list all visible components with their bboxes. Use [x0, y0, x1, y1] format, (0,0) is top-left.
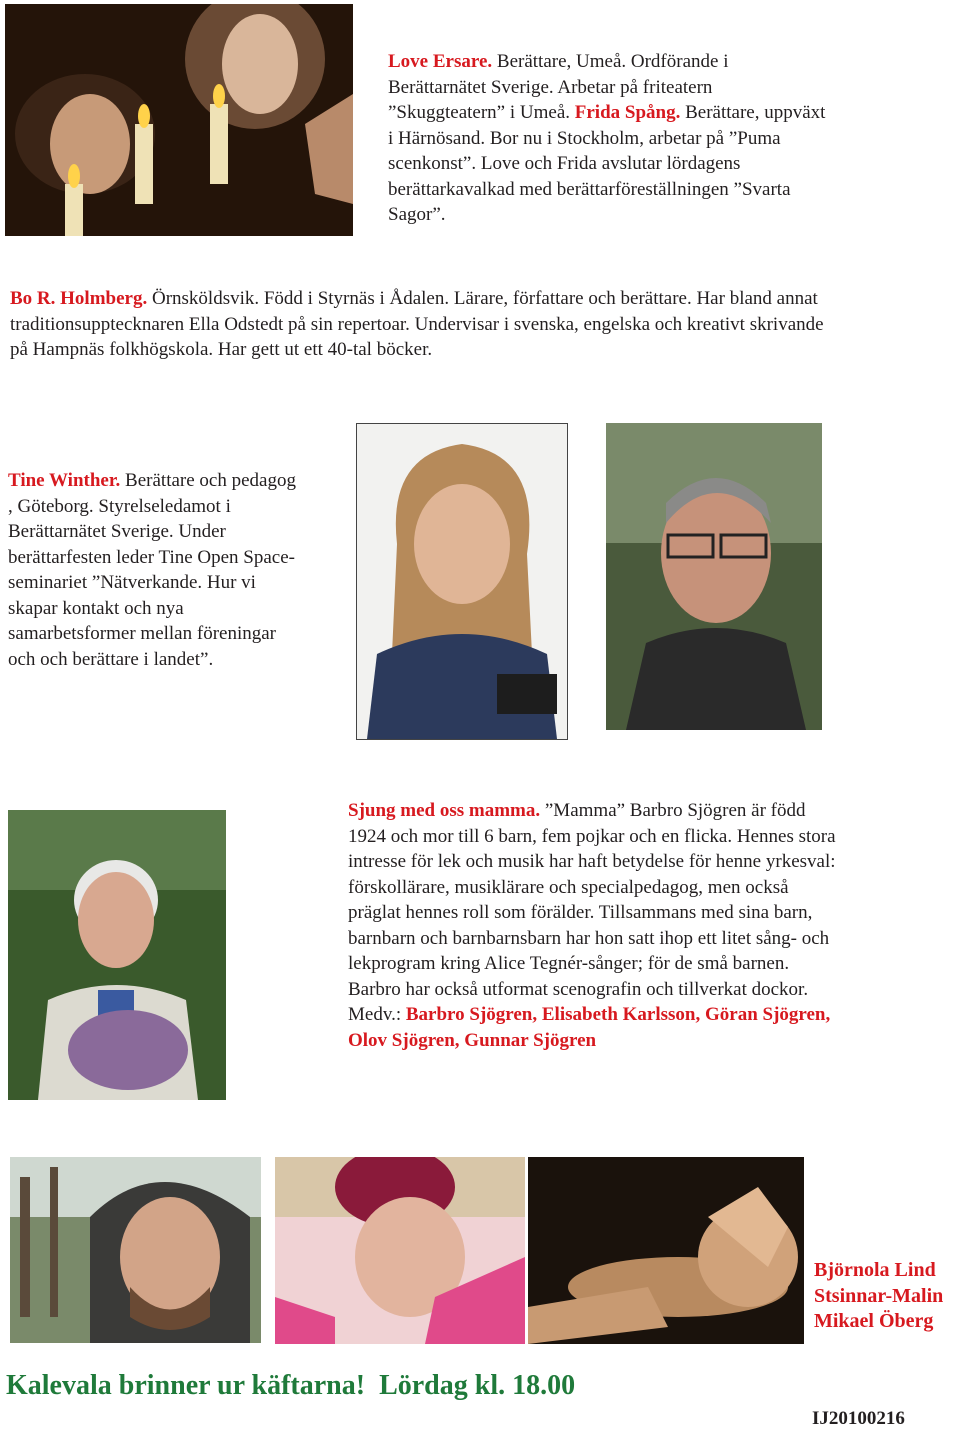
performer-bjornola-lind: Björnola Lind — [814, 1259, 936, 1281]
sjung-members: Barbro Sjögren, Elisabeth Karlsson, Göran Sjögren, Olov Sjögren, Gunnar Sjögren — [348, 1004, 831, 1051]
photo-bo-holmberg — [606, 423, 822, 730]
frida-spang-desc: Berättare, uppväxt i Härnösand. Bor nu i Stockholm, arbetar på ”Puma scenkonst”. Love och Frida avslutar lördagens berättarkavalkad med berättarföreställningen ”Svarta Sagor”. — [388, 102, 826, 225]
photo-barbro-sjogren — [8, 810, 226, 1100]
photo-love-frida — [5, 4, 353, 236]
sjung-med-oss-text — [348, 798, 838, 1053]
name-tine-winther: Tine Winther. — [8, 470, 121, 491]
bo-holmberg-desc: Örnsköldsvik. Född i Styrnäs i Ådalen. Lärare, författare och berättare. Har bland annat traditionsupptecknaren Ella Odstedt på sin repertoar. Undervisar i svenska, engelska och kreativt skrivande på Hampnäs folkhögskola. Har gett ut ett 40-tal böcker. — [10, 288, 824, 360]
photo-hands-over-face — [528, 1157, 804, 1344]
tine-winther-text — [8, 468, 298, 672]
footer-code: IJ20100216 — [812, 1408, 905, 1429]
name-sjung-med-oss-mamma: Sjung med oss mamma. — [348, 800, 541, 821]
name-love-ersare: Love Ersare. — [388, 51, 493, 72]
kalevala-headline: Kalevala brinner ur käftarna! Lördag kl. 18.00 — [6, 1370, 576, 1401]
kalevala-performers — [814, 1258, 960, 1335]
photo-woman-pink-flower — [275, 1157, 525, 1344]
name-frida-spang: Frida Spång. — [574, 102, 681, 123]
love-frida-text — [388, 49, 828, 228]
performer-stsinnar-malin: Stsinnar-Malin — [814, 1284, 944, 1307]
bo-holmberg-text — [10, 286, 830, 363]
tine-winther-desc: Berättare och pedagog , Göteborg. Styrelseledamot i Berättarnätet Sverige. Under berättarfesten leder Tine Open Space-seminariet ”Nätverkande. Hur vi skapar kontakt och nya samarbetsformer mellan föreningar och och berättare i landet”. — [8, 470, 296, 670]
photo-tine-winther — [356, 423, 568, 740]
performer-mikael-oberg: Mikael Öberg — [814, 1310, 934, 1332]
photo-hooded-man — [10, 1157, 261, 1343]
love-ersare-desc: Berättare, Umeå. Ordförande i Berättarnätet Sverige. Arbetar på friteatern ”Skuggteatern” i Umeå. — [388, 51, 729, 123]
sjung-med-oss-desc: ”Mamma” Barbro Sjögren är född 1924 och mor till 6 barn, fem pojkar och en flicka. Hennes stora intresse för lek och musik har haft betydelse för henne yrkesval: förskollärare, musiklärare och specialpedagog, men också präglat hennes roll som förälder. Tillsammans med sina barn, barnbarn och barnbarnsbarn har hon satt ihop ett litet sång- och lekprogram kring Alice Tegnér-sånger; för de små barnen. Barbro har också utformat scenografin och tillverkat dockor. Medv.: — [348, 800, 836, 1025]
name-bo-holmberg: Bo R. Holmberg. — [10, 288, 148, 309]
